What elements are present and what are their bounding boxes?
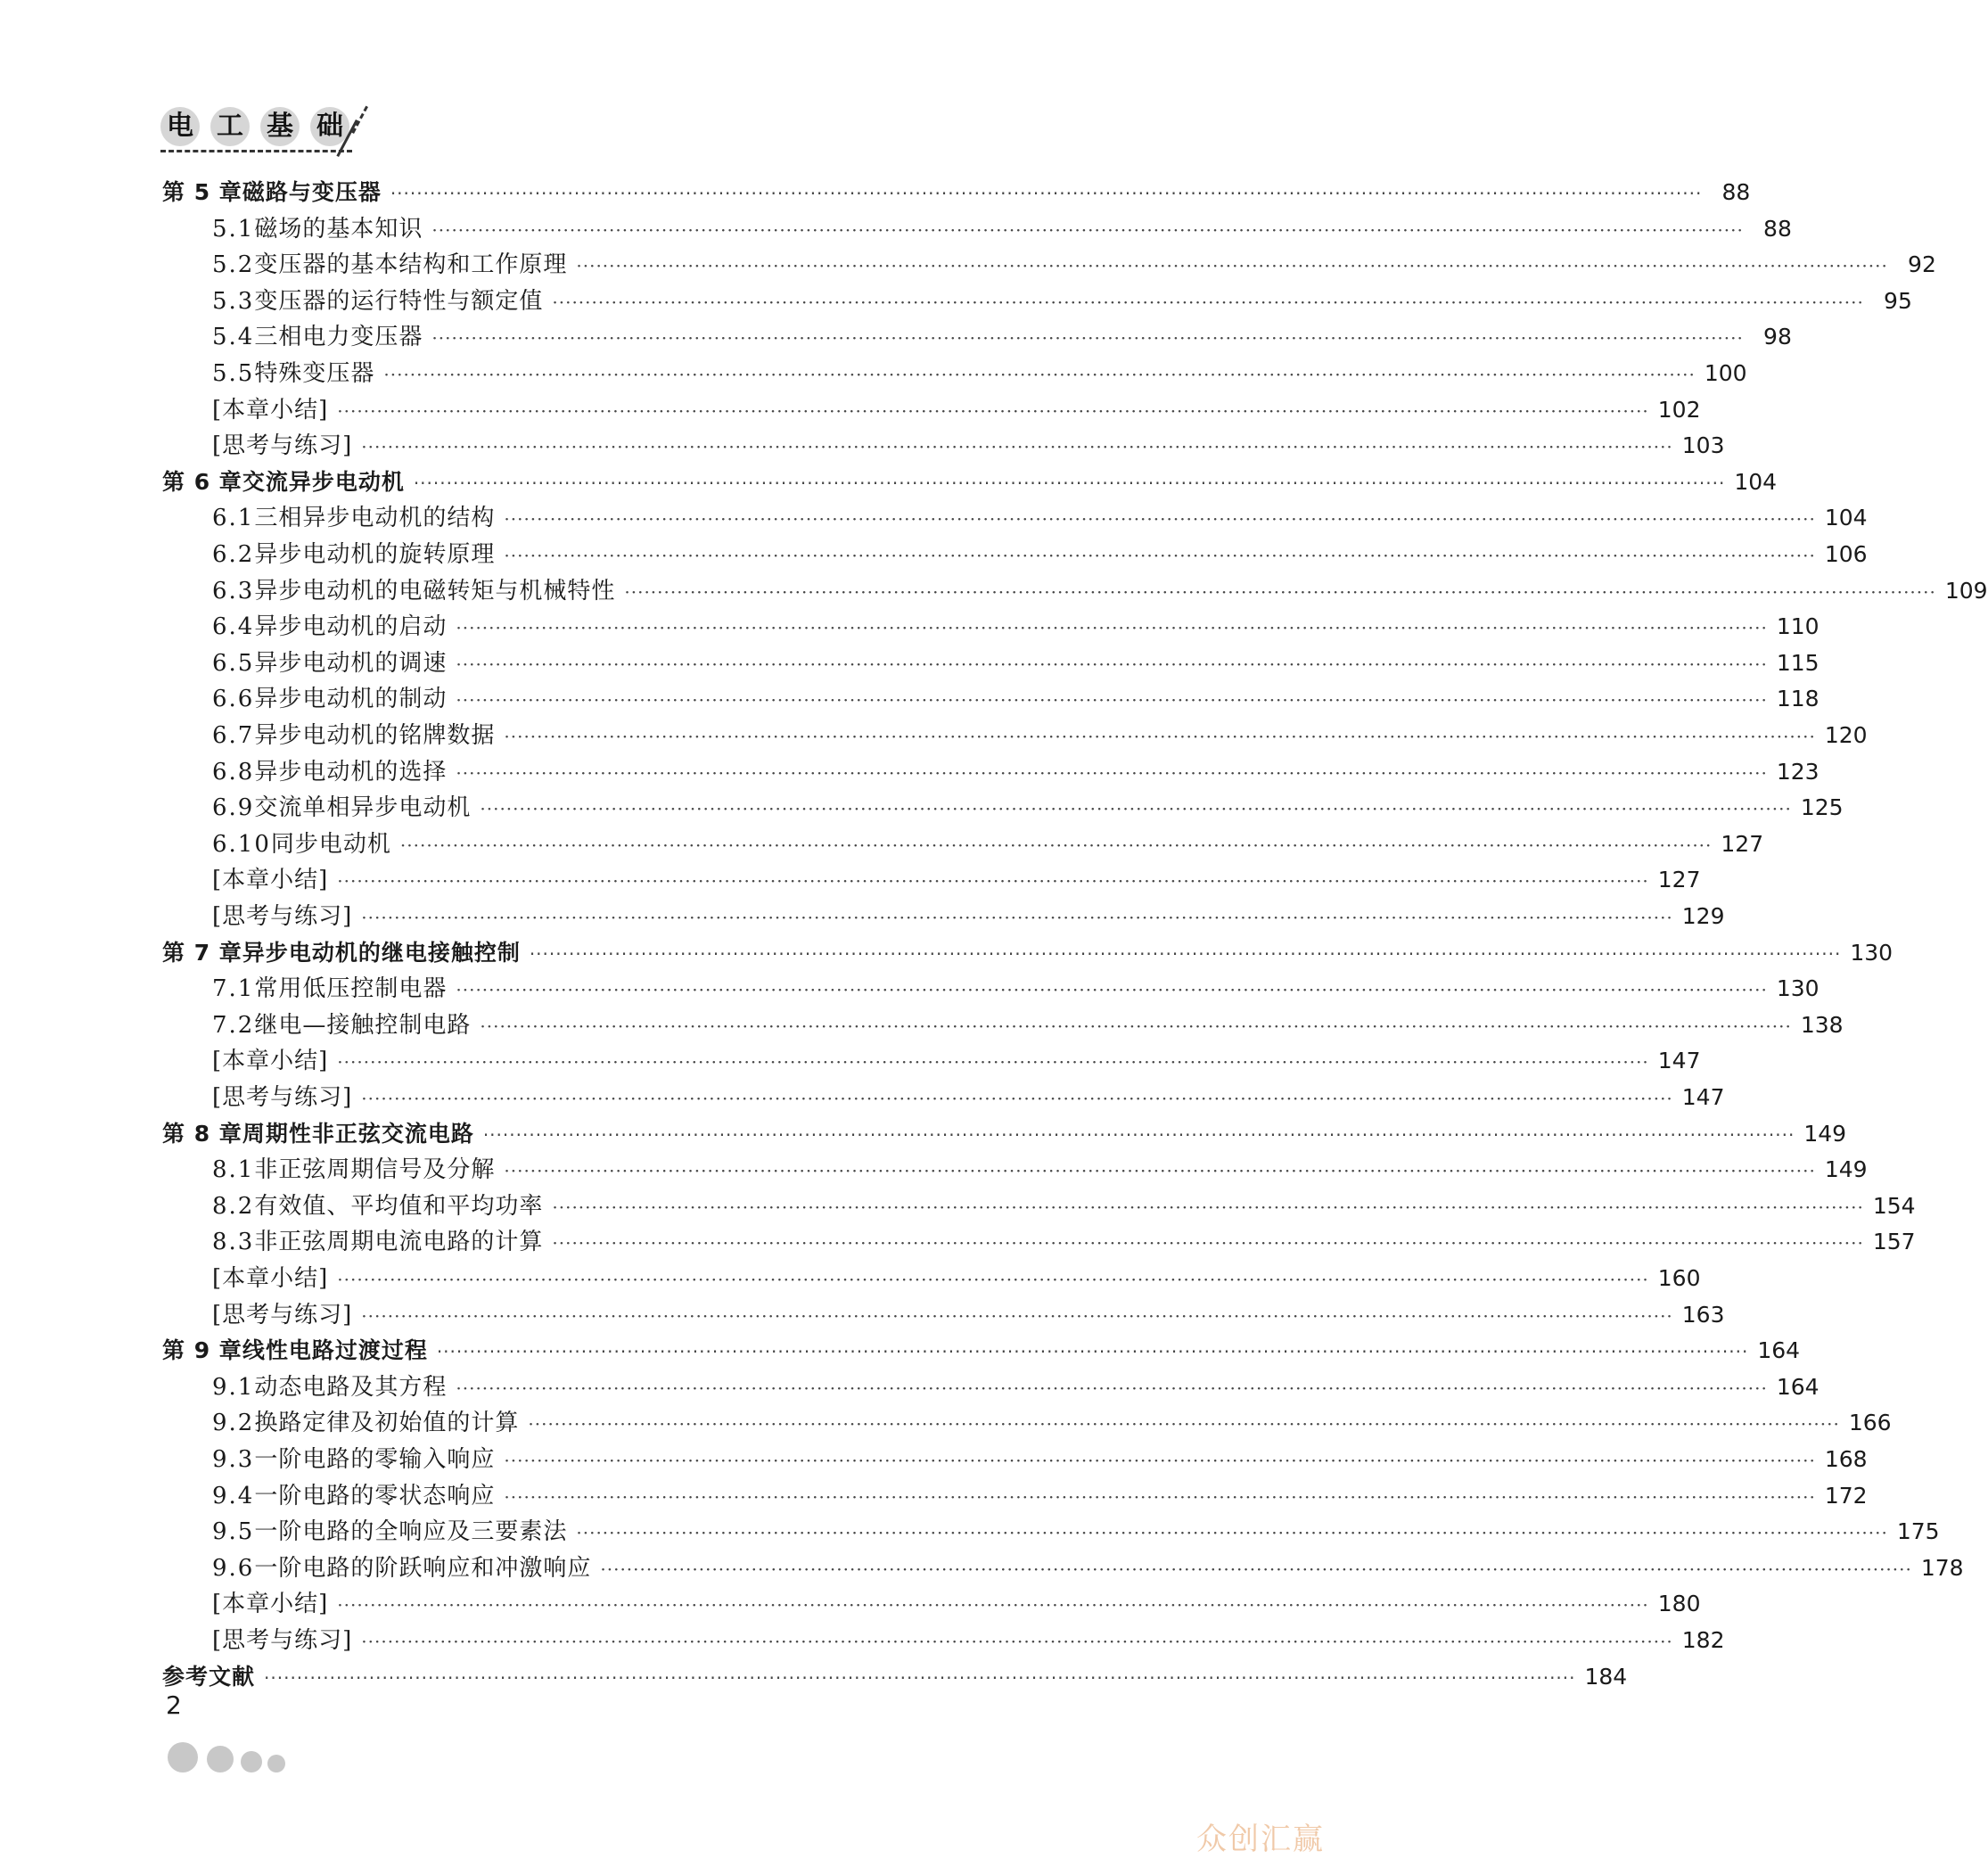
toc-number: 5.4 bbox=[212, 324, 255, 351]
toc-page-number: 184 bbox=[1584, 1663, 1628, 1690]
toc-page-number: 147 bbox=[1681, 1084, 1725, 1110]
toc-title: [思考与练习] bbox=[212, 1084, 353, 1111]
toc-number: 9.3 bbox=[212, 1446, 255, 1473]
toc-page-number: 104 bbox=[1734, 468, 1778, 495]
toc-title: 一阶电路的阶跃响应和冲激响应 bbox=[254, 1554, 592, 1582]
toc-section-row bbox=[212, 754, 1820, 790]
toc-number: 7.1 bbox=[212, 975, 255, 1003]
toc-extra-row bbox=[212, 1261, 1701, 1296]
header-dashed-rule bbox=[160, 150, 352, 152]
toc-chapter-row bbox=[162, 1116, 1847, 1152]
toc-leader-dots: ········································································································································································································ bbox=[528, 1413, 1840, 1435]
toc-number: 6.1 bbox=[212, 505, 255, 532]
toc-title: 异步电动机的铭牌数据 bbox=[254, 722, 496, 749]
toc-chapter-row bbox=[162, 1333, 1801, 1369]
toc-page-number: 182 bbox=[1681, 1627, 1725, 1653]
toc-leader-dots: ········································································································································································································ bbox=[482, 1123, 1795, 1146]
toc-number: 6.3 bbox=[212, 577, 255, 605]
toc-title: 磁路与变压器 bbox=[242, 179, 382, 205]
toc-page-number: 175 bbox=[1896, 1518, 1940, 1545]
toc-title: 异步电动机的启动 bbox=[254, 613, 448, 641]
toc-leader-dots: ········································································································································································································ bbox=[456, 1377, 1768, 1399]
toc-page-number: 98 bbox=[1763, 324, 1792, 350]
toc-page-number: 163 bbox=[1681, 1301, 1725, 1328]
toc-page-number: 149 bbox=[1824, 1156, 1868, 1183]
book-title-header bbox=[160, 100, 392, 162]
toc-page-number: 180 bbox=[1657, 1591, 1701, 1617]
toc-page-number: 172 bbox=[1824, 1482, 1868, 1509]
toc-number: 5.5 bbox=[212, 360, 255, 387]
toc-leader-dots: ········································································································································································································ bbox=[413, 472, 1726, 494]
toc-leader-dots: ········································································································································································································ bbox=[504, 1485, 1816, 1508]
toc-section-row bbox=[212, 971, 1820, 1007]
watermark: 众创汇赢 bbox=[1196, 1822, 1325, 1857]
toc-section-row bbox=[212, 537, 1868, 572]
toc-leader-dots: ········································································································································································································ bbox=[337, 870, 1649, 892]
toc-title: 变压器的运行特性与额定值 bbox=[254, 287, 544, 315]
toc-extra-row bbox=[212, 428, 1725, 464]
decorative-dot bbox=[241, 1751, 262, 1772]
toc-leader-dots: ········································································································································································································ bbox=[576, 1522, 1888, 1544]
toc-section-row bbox=[212, 500, 1868, 536]
toc-leader-dots: ········································································································································································································ bbox=[456, 979, 1768, 1001]
toc-title: 三相异步电动机的结构 bbox=[254, 505, 496, 532]
toc-page-number: 127 bbox=[1657, 867, 1701, 893]
header-char: 础 bbox=[310, 107, 349, 146]
toc-page-number: 130 bbox=[1776, 975, 1820, 1002]
decorative-dot bbox=[168, 1742, 198, 1772]
toc-number: 8.1 bbox=[212, 1156, 255, 1184]
toc-title: 磁场的基本知识 bbox=[254, 215, 423, 243]
toc-leader-dots: ········································································································································································································ bbox=[337, 1594, 1649, 1616]
toc-title: 异步电动机的继电接触控制 bbox=[242, 939, 521, 966]
toc-page-number: 118 bbox=[1776, 686, 1820, 712]
toc-leader-dots: ········································································································································································································ bbox=[361, 436, 1673, 458]
toc-leader-dots: ········································································································································································································ bbox=[504, 545, 1816, 566]
toc-page-number: 120 bbox=[1824, 722, 1868, 748]
toc-leader-dots: ········································································································································································································ bbox=[431, 327, 1744, 350]
toc-title: [本章小结] bbox=[212, 396, 329, 424]
toc-title: 一阶电路的全响应及三要素法 bbox=[254, 1518, 568, 1546]
toc-section-row bbox=[212, 609, 1820, 645]
toc-title: 交流异步电动机 bbox=[242, 468, 405, 495]
toc-number: 第 9 章 bbox=[162, 1337, 242, 1364]
toc-leader-dots: ········································································································································································································ bbox=[337, 1051, 1649, 1073]
toc-extra-row bbox=[212, 1080, 1725, 1115]
toc-title: 异步电动机的旋转原理 bbox=[254, 541, 496, 568]
toc-title: [思考与练习] bbox=[212, 1627, 353, 1654]
toc-section-row bbox=[212, 790, 1844, 826]
toc-title: 异步电动机的调速 bbox=[254, 649, 448, 677]
toc-page-number: 166 bbox=[1848, 1410, 1892, 1436]
toc-section-row bbox=[212, 1369, 1820, 1405]
toc-extra-row bbox=[212, 862, 1701, 898]
toc-page-number: 149 bbox=[1803, 1120, 1847, 1147]
toc-title: 非正弦周期电流电路的计算 bbox=[254, 1229, 544, 1256]
toc-number: 6.2 bbox=[212, 541, 255, 568]
toc-title: [本章小结] bbox=[212, 1265, 329, 1292]
toc-leader-dots: ········································································································································································································ bbox=[431, 218, 1744, 241]
toc-page-number: 109 bbox=[1944, 577, 1988, 604]
toc-number: 第 7 章 bbox=[162, 939, 242, 966]
toc-leader-dots: ········································································································································································································ bbox=[456, 761, 1768, 784]
toc-number: 6.8 bbox=[212, 758, 255, 785]
toc-leader-dots: ········································································································································································································ bbox=[264, 1666, 1576, 1689]
toc-page-number: 127 bbox=[1721, 830, 1764, 857]
toc-number: 5.3 bbox=[212, 287, 255, 315]
toc-leader-dots: ········································································································································································································ bbox=[480, 1015, 1792, 1037]
toc-number: 6.4 bbox=[212, 613, 255, 641]
toc-page-number: 123 bbox=[1776, 758, 1820, 785]
toc-title: 一阶电路的零输入响应 bbox=[254, 1446, 496, 1473]
toc-leader-dots: ········································································································································································································ bbox=[390, 183, 1703, 204]
toc-page-number: 110 bbox=[1776, 613, 1820, 640]
toc-leader-dots: ········································································································································································································ bbox=[361, 1304, 1673, 1327]
toc-extra-row bbox=[212, 899, 1725, 934]
toc-number: 6.5 bbox=[212, 649, 255, 677]
toc-number: 6.9 bbox=[212, 794, 255, 822]
toc-leader-dots: ········································································································································································································ bbox=[504, 1450, 1816, 1471]
toc-page-number: 160 bbox=[1657, 1265, 1701, 1291]
toc-page-number: 102 bbox=[1657, 396, 1701, 423]
header-char: 基 bbox=[260, 107, 300, 146]
toc-number: 第 8 章 bbox=[162, 1120, 242, 1147]
toc-number: 第 5 章 bbox=[162, 179, 242, 205]
toc-section-row bbox=[212, 1224, 1916, 1260]
toc-title: 动态电路及其方程 bbox=[254, 1373, 448, 1401]
decorative-dot bbox=[207, 1746, 234, 1772]
header-char: 工 bbox=[210, 107, 250, 146]
toc-section-row bbox=[212, 1478, 1868, 1514]
toc-title: 异步电动机的选择 bbox=[254, 758, 448, 785]
toc-leader-dots: ········································································································································································································ bbox=[576, 255, 1888, 277]
toc-leader-dots: ········································································································································································································ bbox=[552, 1196, 1864, 1218]
toc-title: 异步电动机的电磁转矩与机械特性 bbox=[254, 577, 616, 605]
toc-title: 换路定律及初始值的计算 bbox=[254, 1410, 520, 1437]
toc-title: 线性电路过渡过程 bbox=[242, 1337, 428, 1364]
toc-title: 变压器的基本结构和工作原理 bbox=[254, 251, 568, 279]
page-number: 2 bbox=[166, 1690, 182, 1720]
toc-chapter-row bbox=[162, 465, 1778, 500]
toc-extra-row bbox=[212, 1043, 1701, 1079]
toc-leader-dots: ········································································································································································································ bbox=[361, 1631, 1673, 1652]
toc-title: [思考与练习] bbox=[212, 903, 353, 930]
toc-leader-dots: ········································································································································································································ bbox=[337, 1269, 1649, 1290]
toc-section-row bbox=[212, 1008, 1844, 1043]
toc-page-number: 138 bbox=[1800, 1011, 1844, 1038]
toc-section-row bbox=[212, 1152, 1868, 1188]
toc-section-row bbox=[212, 284, 1912, 319]
toc-page-number: 147 bbox=[1657, 1048, 1701, 1074]
toc-leader-dots: ········································································································································································································ bbox=[383, 364, 1696, 385]
toc-extra-row bbox=[212, 1586, 1701, 1622]
toc-extra-row bbox=[212, 392, 1701, 428]
toc-leader-dots: ········································································································································································································ bbox=[480, 798, 1792, 820]
toc-page-number: 95 bbox=[1884, 287, 1912, 314]
toc-section-row bbox=[212, 718, 1868, 753]
toc-section-row bbox=[212, 211, 1792, 247]
toc-leader-dots: ········································································································································································································ bbox=[456, 689, 1768, 711]
toc-page-number: 130 bbox=[1850, 939, 1894, 966]
toc-title: 异步电动机的制动 bbox=[254, 686, 448, 713]
toc-section-row bbox=[212, 681, 1820, 717]
toc-page-number: 104 bbox=[1824, 505, 1868, 531]
toc-title: 交流单相异步电动机 bbox=[254, 794, 472, 822]
toc-page-number: 106 bbox=[1824, 541, 1868, 567]
toc-number: 第 6 章 bbox=[162, 468, 242, 495]
toc-page-number: 157 bbox=[1872, 1229, 1916, 1255]
toc-leader-dots: ········································································································································································································ bbox=[456, 653, 1768, 675]
toc-number: 9.2 bbox=[212, 1410, 255, 1437]
toc-title: 常用低压控制电器 bbox=[254, 975, 448, 1003]
toc-leader-dots: ········································································································································································································ bbox=[624, 580, 1936, 603]
toc-title: [本章小结] bbox=[212, 1048, 329, 1075]
toc-page-number: 125 bbox=[1800, 794, 1844, 821]
toc-number: 5.1 bbox=[212, 215, 255, 243]
toc-section-row bbox=[212, 827, 1764, 862]
toc-leader-dots: ········································································································································································································ bbox=[529, 942, 1842, 965]
toc-section-row bbox=[212, 1514, 1940, 1550]
toc-leader-dots: ········································································································································································································ bbox=[504, 508, 1816, 530]
toc-leader-dots: ········································································································································································································ bbox=[552, 291, 1864, 313]
toc-title: 特殊变压器 bbox=[254, 360, 375, 387]
toc-leader-dots: ········································································································································································································ bbox=[361, 907, 1673, 928]
toc-title: 继电—接触控制电路 bbox=[254, 1011, 472, 1039]
toc-title: 参考文献 bbox=[162, 1663, 256, 1690]
toc-title: 非正弦周期信号及分解 bbox=[254, 1156, 496, 1184]
toc-section-row bbox=[212, 646, 1820, 681]
decorative-dot bbox=[267, 1755, 285, 1772]
toc-leader-dots: ········································································································································································································ bbox=[504, 726, 1816, 747]
toc-leader-dots: ········································································································································································································ bbox=[456, 617, 1768, 639]
toc-title: [思考与练习] bbox=[212, 432, 353, 460]
toc-section-row bbox=[212, 319, 1792, 355]
toc-number: 6.7 bbox=[212, 722, 255, 749]
toc-number: 9.4 bbox=[212, 1482, 255, 1509]
toc-page-number: 103 bbox=[1681, 432, 1725, 459]
toc-title: [本章小结] bbox=[212, 1591, 329, 1618]
toc-title: [本章小结] bbox=[212, 867, 329, 894]
toc-page-number: 178 bbox=[1920, 1554, 1964, 1581]
toc-page-number: 100 bbox=[1704, 360, 1747, 386]
toc-page-number: 92 bbox=[1908, 251, 1936, 278]
toc-page-number: 88 bbox=[1721, 179, 1751, 205]
toc-chapter-row bbox=[162, 175, 1751, 210]
toc-number: 8.3 bbox=[212, 1229, 255, 1256]
toc-title: [思考与练习] bbox=[212, 1301, 353, 1328]
toc-leader-dots: ········································································································································································································ bbox=[361, 1088, 1673, 1109]
toc-title: 周期性非正弦交流电路 bbox=[242, 1120, 474, 1147]
toc-page-number: 168 bbox=[1824, 1446, 1868, 1472]
toc-number: 8.2 bbox=[212, 1192, 255, 1220]
toc-section-row bbox=[212, 356, 1747, 391]
toc-number: 9.1 bbox=[212, 1373, 255, 1401]
toc-section-row bbox=[212, 247, 1936, 283]
toc-section-row bbox=[212, 1442, 1868, 1477]
toc-leader-dots: ········································································································································································································ bbox=[552, 1232, 1864, 1254]
toc-page-number: 164 bbox=[1776, 1373, 1820, 1400]
toc-title: 三相电力变压器 bbox=[254, 324, 423, 351]
toc-section-row bbox=[212, 1550, 1964, 1586]
toc-number: 5.2 bbox=[212, 251, 255, 279]
toc-page-number: 164 bbox=[1757, 1337, 1801, 1364]
toc-page-number: 115 bbox=[1776, 649, 1820, 676]
toc-number: 7.2 bbox=[212, 1011, 255, 1039]
toc-section-row bbox=[212, 1188, 1916, 1224]
toc-title: 同步电动机 bbox=[270, 830, 391, 858]
toc-section-row bbox=[212, 1405, 1892, 1441]
toc-number: 6.6 bbox=[212, 686, 255, 713]
toc-number: 9.5 bbox=[212, 1518, 255, 1546]
toc-chapter-row bbox=[162, 1659, 1628, 1695]
toc-page-number: 88 bbox=[1763, 215, 1792, 242]
toc-leader-dots: ········································································································································································································ bbox=[600, 1558, 1912, 1580]
toc-section-row bbox=[212, 573, 1988, 609]
toc-page-number: 129 bbox=[1681, 903, 1725, 929]
toc-title: 有效值、平均值和平均功率 bbox=[254, 1192, 544, 1220]
toc-title: 一阶电路的零状态响应 bbox=[254, 1482, 496, 1509]
toc-page-number: 154 bbox=[1872, 1192, 1916, 1219]
toc-number: 9.6 bbox=[212, 1554, 255, 1582]
toc-extra-row bbox=[212, 1623, 1725, 1658]
toc-leader-dots: ········································································································································································································ bbox=[504, 1160, 1816, 1182]
toc-leader-dots: ········································································································································································································ bbox=[436, 1341, 1749, 1363]
toc-number: 6.10 bbox=[212, 830, 271, 858]
toc-leader-dots: ········································································································································································································ bbox=[337, 399, 1649, 422]
toc-extra-row bbox=[212, 1297, 1725, 1333]
header-char: 电 bbox=[160, 107, 200, 146]
toc-chapter-row bbox=[162, 935, 1894, 971]
toc-leader-dots: ········································································································································································································ bbox=[399, 834, 1713, 856]
